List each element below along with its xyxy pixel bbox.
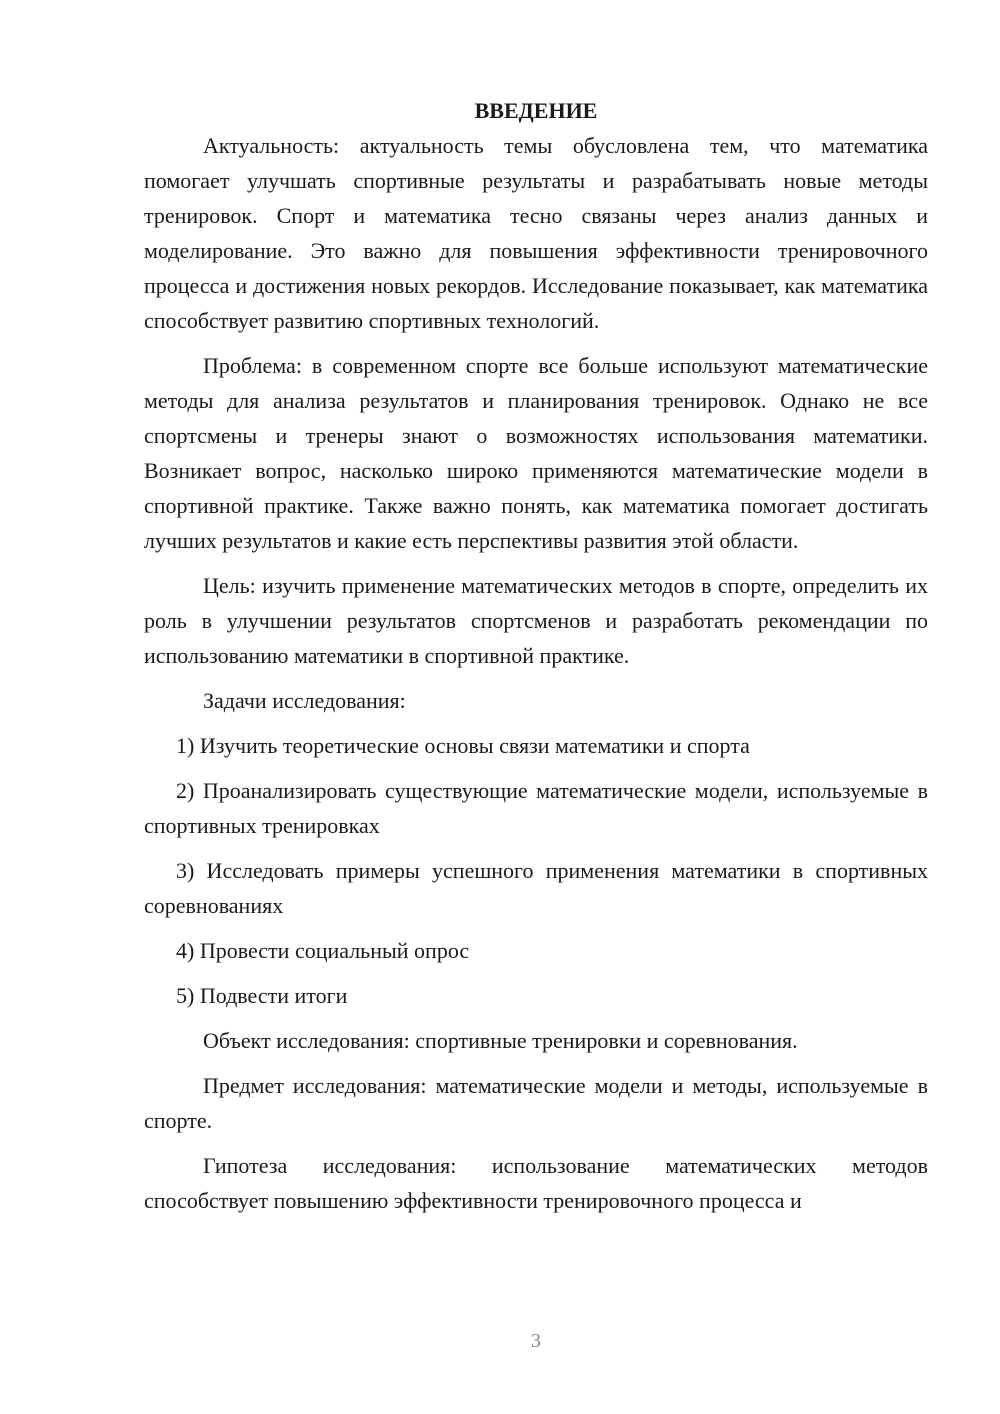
list-item: 4) Провести социальный опрос bbox=[176, 938, 470, 963]
list-item: 5) Подвести итоги bbox=[176, 983, 348, 1008]
tasks-heading: Задачи исследования: bbox=[203, 688, 406, 713]
page-number: 3 bbox=[531, 1330, 541, 1352]
tasks-list bbox=[144, 728, 928, 1013]
hypothesis-paragraph: Гипотеза исследования: использование математических методов способствует повышению эффективности тренировочного процесса и bbox=[144, 1153, 928, 1213]
list-item: 2) Проанализировать существующие математические модели, используемые в спортивных тренировках bbox=[144, 778, 928, 838]
page-title: ВВЕДЕНИЕ bbox=[474, 98, 598, 123]
list-item: 3) Исследовать примеры успешного применения математики в спортивных соревнованиях bbox=[144, 858, 928, 918]
object-paragraph: Объект исследования: спортивные тренировки и соревнования. bbox=[203, 1028, 798, 1053]
document-page bbox=[144, 93, 928, 1228]
goal-paragraph: Цель: изучить применение математических методов в спорте, определить их роль в улучшении результатов спортсменов и разработать рекомендации по использованию математики в спортивной практике. bbox=[144, 573, 928, 668]
relevance-paragraph: Актуальность: актуальность темы обусловлена тем, что математика помогает улучшать спортивные результаты и разрабатывать новые методы тренировок. Спорт и математика тесно связаны через анализ данных и моделирование. Это важно для повышения эффективности тренировочного процесса и достижения новых рекордов. Исследование показывает, как математика способствует развитию спортивных технологий. bbox=[144, 133, 928, 333]
subject-paragraph: Предмет исследования: математические модели и методы, используемые в спорте. bbox=[144, 1073, 928, 1133]
list-item: 1) Изучить теоретические основы связи математики и спорта bbox=[176, 733, 750, 758]
problem-paragraph: Проблема: в современном спорте все больше используют математические методы для анализа результатов и планирования тренировок. Однако не все спортсмены и тренеры знают о возможностях использования математики. Возникает вопрос, насколько широко применяются математические модели в спортивной практике. Также важно понять, как математика помогает достигать лучших результатов и какие есть перспективы развития этой области. bbox=[144, 353, 928, 553]
